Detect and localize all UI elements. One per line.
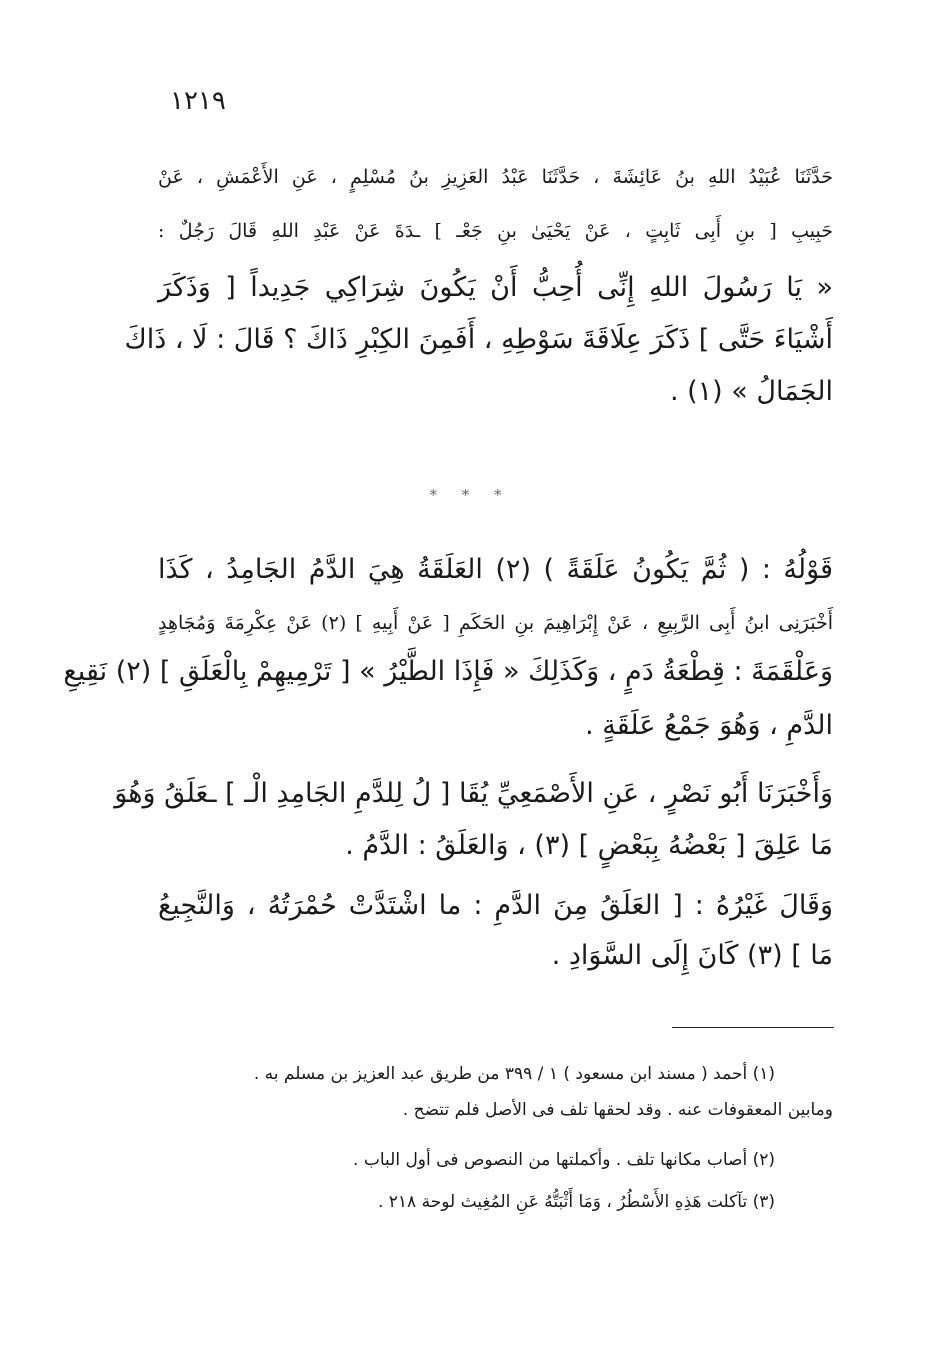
- section3-line-2: مَا ] (٣) كَانَ إِلَى السَّوَادِ .: [551, 940, 833, 971]
- hadith-line-3: « يَا رَسُولَ اللهِ إِنِّى أُحِبُّ أَنْ يَكُونَ شِرَاكِي جَدِيداً [ وَذَكَرَ: [158, 272, 833, 303]
- section2-line-2: مَا عَلِقَ [ بَعْضُهُ بِبَعْضٍ ] (٣) ، وَالعَلَقُ : الدَّمُ .: [345, 830, 833, 861]
- footnote-2: (٢) أصاب مكانها تلف . وأكملتها من النصوص فى أول الباب .: [353, 1150, 775, 1170]
- section1-line-2: أَخْبَرَنِى ابنُ أَبِى الرَّبِيعِ ، عَنْ إِبْرَاهِيمَ بنِ الحَكَمِ [ عَنْ أَبِيهِ ] (٢) عَنْ عِكْرِمَةَ وَمُجَاهِدٍ: [158, 612, 833, 634]
- section2-line-1: وَأَخْبَرَنَا أَبُو نَصْرٍ ، عَنِ الأَصْمَعِيِّ يُقَا [ لُ لِلدَّمِ الجَامِدِ الْـ ] ـعَلَقُ وَهُوَ: [114, 778, 833, 809]
- footnote-3: (٣) تآكلت هَذِهِ الأَسْطُرُ ، وَمَا أَثْبَتُّهُ عَنِ المُغِيث لوحة ٢١٨ .: [377, 1192, 775, 1212]
- section3-line-1: وَقَالَ غَيْرُهُ : [ العَلَقُ مِنَ الدَّمِ : ما اشْتَدَّتْ حُمْرَتُهُ ، وَالنَّجِيعُ: [158, 890, 833, 921]
- footnote-1-line-2: ومابين المعقوفات عنه . وقد لحقها تلف فى الأصل فلم تتضح .: [402, 1100, 833, 1120]
- hadith-line-5: الجَمَالُ » (١) .: [669, 376, 833, 407]
- section1-line-4: الدَّمِ ، وَهُوَ جَمْعُ عَلَقَةٍ .: [585, 710, 833, 741]
- section-separator: * * *: [429, 486, 512, 504]
- section1-line-1: قَوْلُهُ : ( ثُمَّ يَكُونُ عَلَقَةً ) (٢) العَلَقَةُ هِيَ الدَّمُ الجَامِدُ ، كَذَا: [158, 554, 833, 585]
- hadith-line-2: حَبِيبِ [ بنِ أَبِى ثَابِتٍ ، عَنْ يَحْيَىٰ بنِ جَعْـ ] ـدَةَ عَنْ عَبْدِ اللهِ قَالَ رَجُلٌ :: [158, 220, 833, 242]
- footnote-1-line-1: (١) أحمد ( مسند ابن مسعود ) ١ / ٣٩٩ من طريق عبد العزيز بن مسلم به .: [253, 1064, 775, 1084]
- hadith-line-1: حَدَّثَنَا عُبَيْدُ اللهِ بنُ عَائِشَةَ ، حَدَّثَنَا عَبْدُ العَزِيزِ بنُ مُسْلِمٍ ، عَنِ الأَعْمَشِ ، عَنْ: [158, 166, 833, 188]
- footnote-rule: [672, 1027, 834, 1028]
- hadith-line-4: أَشْيَاءَ حَتَّى ] ذَكَرَ عِلَاقَةَ سَوْطِهِ ، أَفَمِنَ الكِبْرِ ذَاكَ ؟ قَالَ : لَا ، ذَاكَ: [124, 324, 833, 355]
- section1-line-3: وَعَلْقَمَةَ : قِطْعَةُ دَمٍ ، وَكَذَلِكَ « فَإِذَا الطَّيْرُ » [ تَرْمِيهِمْ بِالْعَلَقِ ] (٢) نَقِيعِ: [63, 656, 833, 687]
- page-number: ١٢١٩: [170, 86, 226, 116]
